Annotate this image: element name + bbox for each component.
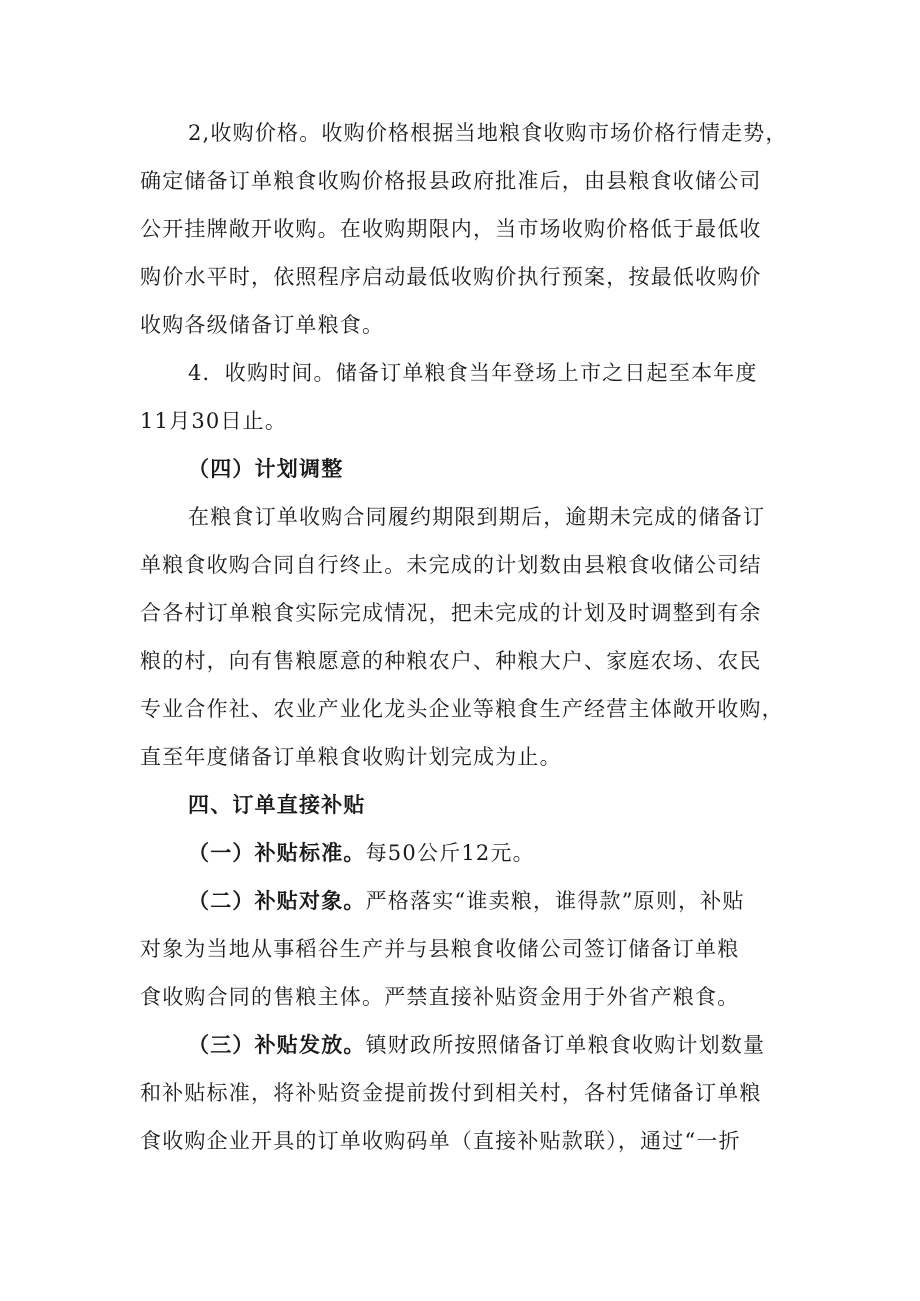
- section-heading: 四、订单直接补贴: [188, 792, 366, 817]
- paragraph-line: 4．收购时间。储备订单粮食当年登场上市之日起至本年度: [188, 361, 758, 385]
- subsection-title: （三）补贴发放。: [188, 1032, 366, 1057]
- paragraph-line: 确定储备订单粮食收购价格报县政府批准后，由县粮食收储公司: [140, 169, 762, 193]
- paragraph-line: 购价水平时，依照程序启动最低收购价执行预案，按最低收购价: [140, 265, 762, 289]
- paragraph-line: [188, 838, 810, 868]
- subsection-text: 镇财政所按照储备订单粮食收购计划数量: [365, 1033, 766, 1057]
- subsection-text: 严格落实“谁卖粮，谁得款”原则，补贴: [365, 889, 745, 913]
- section-heading: （四）计划调整: [188, 456, 344, 481]
- paragraph-line: 单粮食收购合同自行终止。未完成的计划数由县粮食收储公司结: [140, 553, 762, 577]
- paragraph-line: 专业合作社、农业产业化龙头企业等粮食生产经营主体敞开收购，: [140, 697, 784, 721]
- paragraph-line: 直至年度储备订单粮食收购计划完成为止。: [140, 745, 562, 769]
- paragraph-line: 和补贴标准，将补贴资金提前拨付到相关村，各村凭储备订单粮: [140, 1081, 762, 1105]
- paragraph-line: 2,收购价格。收购价格根据当地粮食收购市场价格行情走势，: [188, 121, 788, 145]
- paragraph-line: 11月30日止。: [140, 409, 288, 433]
- paragraph-line: 对象为当地从事稻谷生产并与县粮食收储公司签订储备订单粮: [140, 937, 740, 961]
- paragraph-line: 合各村订单粮食实际完成情况，把未完成的计划及时调整到有余: [140, 601, 762, 625]
- paragraph-line: 在粮食订单收购合同履约期限到期后，逾期未完成的储备订: [188, 505, 766, 529]
- paragraph-line: [188, 886, 810, 916]
- paragraph-line: 公开挂牌敞开收购。在收购期限内，当市场收购价格低于最低收: [140, 217, 762, 241]
- subsection-title: （二）补贴对象。: [188, 888, 366, 913]
- paragraph-line: 收购各级储备订单粮食。: [140, 313, 385, 337]
- paragraph-line: [188, 1030, 810, 1060]
- paragraph-line: 粮的村，向有售粮愿意的种粮农户、种粮大户、家庭农场、农民: [140, 649, 762, 673]
- paragraph-line: 食收购合同的售粮主体。严禁直接补贴资金用于外省产粮食。: [140, 985, 740, 1009]
- subsection-title: （一）补贴标准。: [188, 840, 366, 865]
- subsection-text: 每50公斤12元。: [365, 841, 535, 865]
- paragraph-line: 食收购企业开具的订单收购码单（直接补贴款联），通过“一折: [140, 1129, 741, 1153]
